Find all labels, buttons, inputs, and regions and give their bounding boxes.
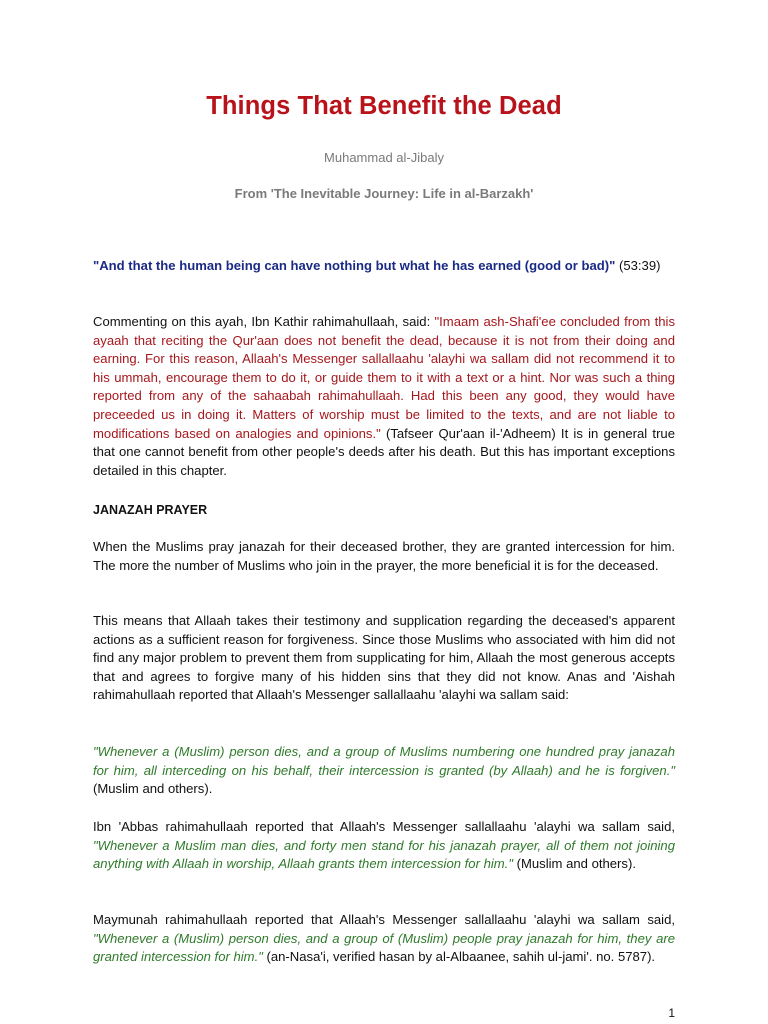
page-number: 1	[668, 1006, 675, 1020]
hadith-quote-forty: "Whenever a Muslim man dies, and forty men stand for his janazah prayer, all of them not joining anything with Allaah in worship, Allaah grants them intercession for him."	[93, 837, 675, 872]
section-heading-janazah: JANAZAH PRAYER	[93, 503, 208, 517]
paragraph-hadith-forty	[93, 818, 675, 874]
paragraph-testimony	[93, 612, 675, 705]
verse-quote: "And that the human being can have nothing but what he has earned (good or bad)"	[93, 258, 616, 273]
paragraph-janazah-intro: When the Muslims pray janazah for their deceased brother, they are granted intercession for him. The more the number of Muslims who join in the prayer, the more beneficial it is for the deceased.	[93, 539, 675, 573]
commentary-intro: Commenting on this ayah, Ibn Kathir rahimahullaah, said:	[93, 314, 435, 329]
hadith-ref-hundred: (Muslim and others).	[93, 781, 213, 797]
hadith-intro-forty: Ibn 'Abbas rahimahullaah reported that Allaah's Messenger sallallaahu 'alayhi wa sallam said,	[93, 819, 675, 834]
commentary-rest: (Tafseer Qur'aan il-'Adheem) It is in general true that one cannot benefit from other people's deeds after his death. But this has important exceptions detailed in this chapter.	[93, 425, 675, 478]
hadith-intro-maymunah: Maymunah rahimahullaah reported that Allaah's Messenger sallallaahu 'alayhi wa sallam said,	[93, 912, 675, 927]
verse-reference: (53:39)	[615, 258, 661, 273]
hadith-quote-hundred: "Whenever a (Muslim) person dies, and a group of Muslims numbering one hundred pray janazah for him, all interceding on his behalf, their intercession is granted (by Allaah) and he is forgiven."	[93, 744, 675, 778]
paragraph-ibn-kathir	[93, 313, 675, 480]
source-line: From 'The Inevitable Journey: Life in al-Barzakh'	[234, 186, 534, 201]
testimony-text: This means that Allaah takes their testimony and supplication regarding the deceased's apparent actions as a sufficient reason for forgiveness. Since those Muslims who associated with him did not find any major problem to prevent them from supplicating for him, Allaah the most generous accepts that and agrees to forgive many of his hidden sins that they did not know. Anas and 'Aishah rahimahullaah reported that Allaah's Messenger sallallaahu 'alayhi wa sallam said:	[93, 613, 675, 703]
hadith-ref-forty: (Muslim and others).	[512, 856, 636, 872]
paragraph-hadith-maymunah	[93, 911, 675, 967]
paragraph-hadith-hundred	[93, 743, 675, 799]
shafiee-quote: "Imaam ash-Shafi'ee concluded from this ayaah that reciting the Qur'aan does not benefit the dead, because it is not from their doing and earning. For this reason, Allaah's Messenger sallallaahu 'alayhi wa sallam did not recommend it to his ummah, encourage them to do it, or guide them to it with a text or a hint. Nor was such a thing reported from any of the sahaabah rahimahullaah. Had this been any good, they would have preceeded us in doing it. Matters of worship must be limited to the texts, and are not liable to modifications based on analogies and opinions."	[93, 314, 675, 441]
author-name: Muhammad al-Jibaly	[324, 150, 444, 165]
hadith-quote-maymunah: "Whenever a (Muslim) person dies, and a group of (Muslim) people pray janazah for him, they are granted intercession for him."	[93, 930, 675, 965]
document-title: Things That Benefit the Dead	[206, 92, 562, 120]
hadith-ref-maymunah: (an-Nasa'i, verified hasan by al-Albaanee, sahih ul-jami'. no. 5787).	[262, 949, 656, 965]
paragraph-quran-verse	[93, 257, 675, 276]
